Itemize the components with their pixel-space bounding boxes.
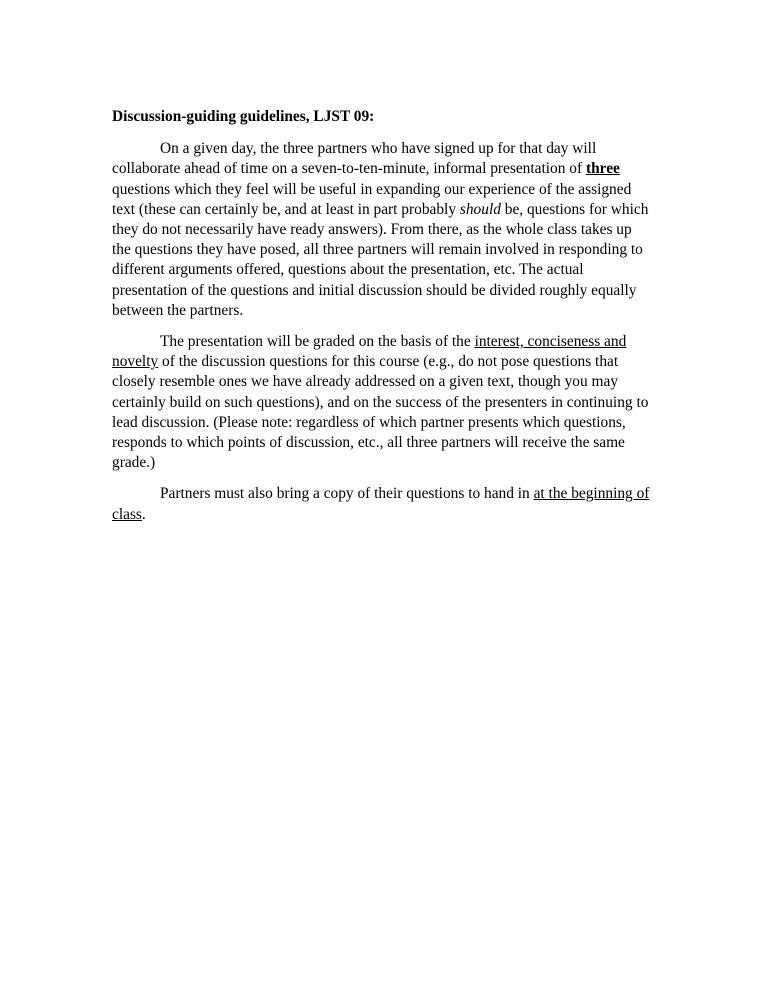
- paragraph-grading: [112, 332, 652, 473]
- paragraph1-text-b: questions which they feel will be useful in expanding our experience of the assigned text (these can certainly be, and at least in part probably: [112, 180, 632, 218]
- paragraph-presentation-overview: [112, 139, 652, 321]
- paragraph3-text-a: Partners must also bring a copy of their questions to hand in: [160, 485, 534, 503]
- document-title: Discussion-guiding guidelines, LJST 09:: [112, 108, 375, 125]
- paragraph1-text-c: be, questions for which they do not necessarily have ready answers). From there, as the whole class takes up the questions they have posed, all three partners will remain involved in responding to different arguments offered, questions about the presentation, etc. The actual presentation of the questions and initial discussion should be divided roughly equally between the partners.: [112, 200, 649, 319]
- paragraph3-text-b: .: [141, 505, 146, 523]
- italic-should: should: [459, 200, 501, 218]
- paragraph-hand-in: [112, 484, 652, 524]
- paragraph1-text-a: On a given day, the three partners who have signed up for that day will collaborate ahead of time on a seven-to-ten-minute, informal presentation of: [112, 140, 597, 178]
- paragraph2-text-a: The presentation will be graded on the basis of the: [160, 333, 475, 351]
- underlined-criteria: interest, conciseness and novelty: [112, 333, 627, 371]
- document-body: [112, 107, 652, 536]
- emphasis-three: three: [585, 160, 620, 178]
- paragraph2-text-b: of the discussion questions for this course (e.g., do not pose questions that closely resemble ones we have already addressed on a given text, though you may certainly build on such questions), and on the success of the presenters in continuing to lead discussion. (Please note: regardless of which partner presents which questions, responds to which points of discussion, etc., all three partners will receive the same grade.): [112, 353, 649, 472]
- underlined-deadline: at the beginning of class: [112, 485, 650, 523]
